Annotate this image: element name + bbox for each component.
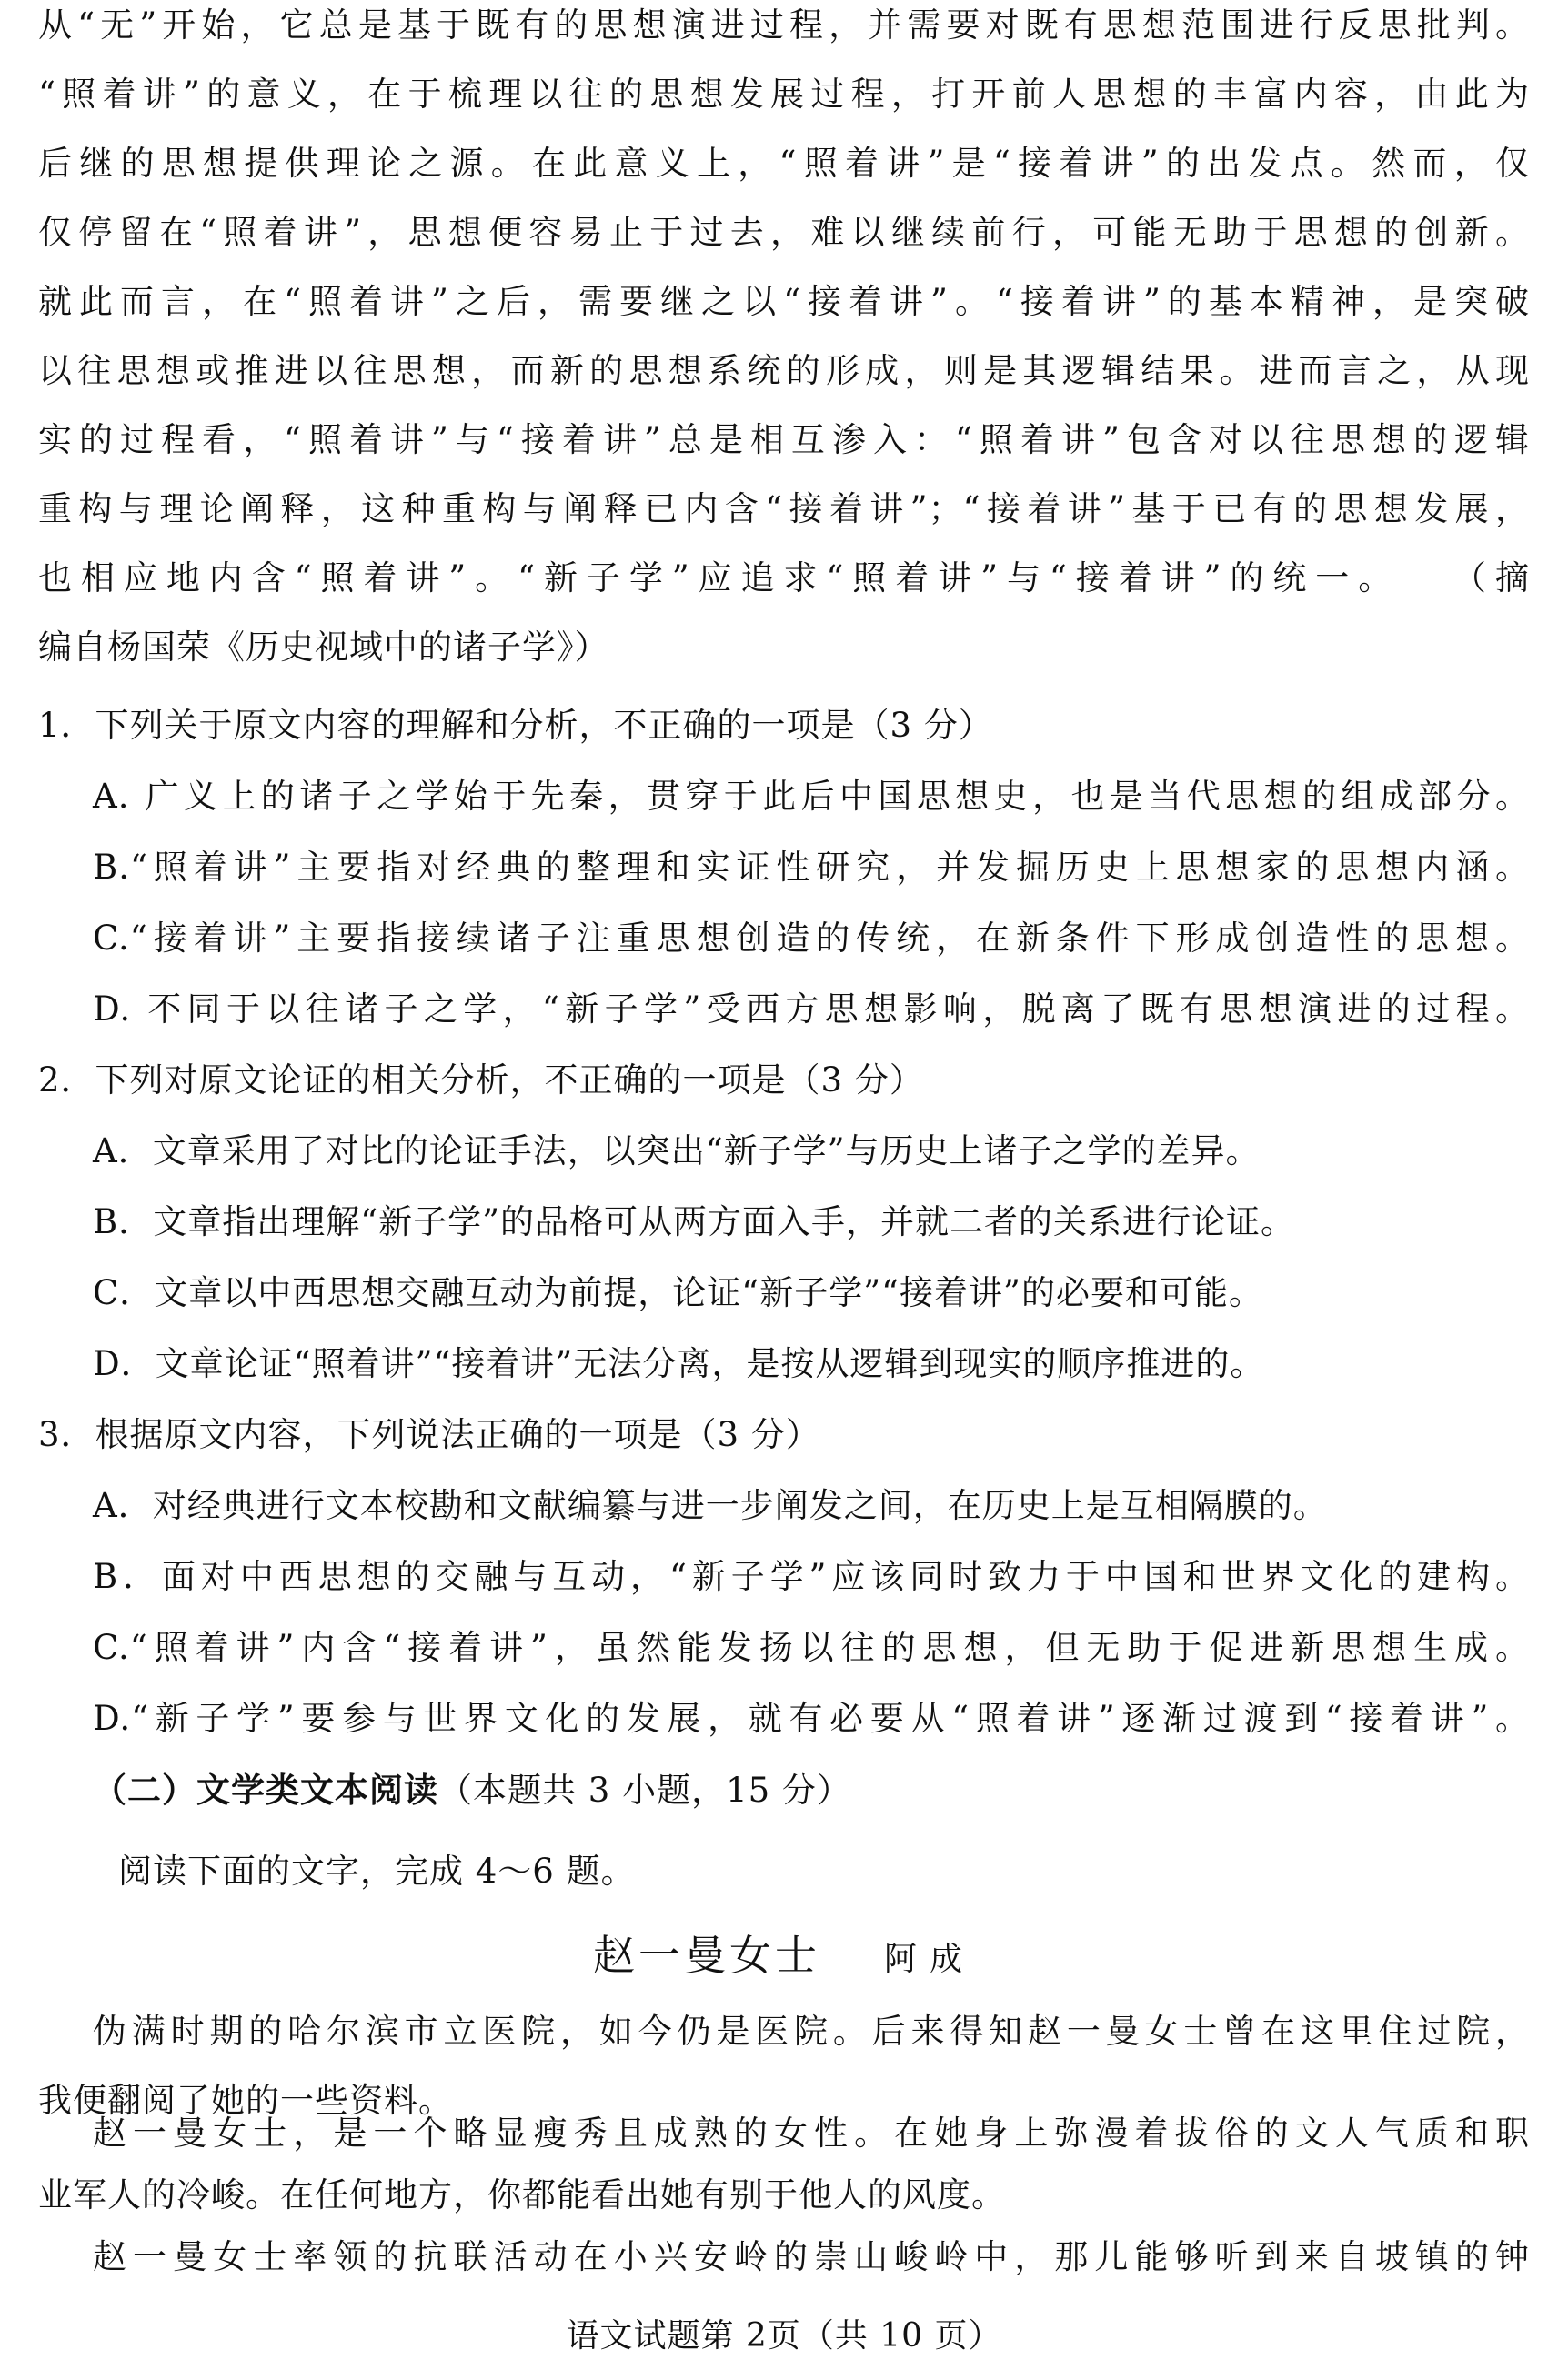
passage-line: 后继的思想提供理论之源。在此意义上，“照着讲”是“接着讲”的出发点。然而，仅	[38, 144, 1530, 183]
story-line: 赵一曼女士率领的抗联活动在小兴安岭的崇山峻岭中，那儿能够听到来自坡镇的钟	[93, 2237, 1530, 2276]
question-2-option-a: A．文章采用了对比的论证手法，以突出“新子学”与历史上诸子之学的差异。	[93, 1131, 1261, 1170]
section-2-instruction: 阅读下面的文字，完成 4～6 题。	[118, 1852, 636, 1891]
question-1-option-b: B.“照着讲”主要指对经典的整理和实证性研究，并发掘历史上思想家的思想内涵。	[93, 848, 1530, 887]
section-2-heading	[93, 1768, 851, 1813]
story-title: 赵一曼女士	[592, 1931, 820, 1980]
section-2-heading-title: （二）文学类文本阅读	[93, 1770, 438, 1810]
passage-line: 也相应地内含“照着讲”。“新子学”应追求“照着讲”与“接着讲”的统一。 （摘	[38, 558, 1530, 598]
question-3-option-a: A．对经典进行文本校勘和文献编纂与进一步阐发之间，在历史上是互相隔膜的。	[93, 1486, 1328, 1525]
passage-source: 编自杨国荣《历史视域中的诸子学》）	[38, 628, 609, 667]
story-line: 业军人的冷峻。在任何地方，你都能看出她有别于他人的风度。	[38, 2175, 1006, 2214]
question-1-stem: 1．下列关于原文内容的理解和分析，不正确的一项是（3 分）	[38, 706, 993, 745]
question-1-option-c: C.“接着讲”主要指接续诸子注重思想创造的传统，在新条件下形成创造性的思想。	[93, 919, 1530, 958]
question-2-option-b: B．文章指出理解“新子学”的品格可从两方面入手，并就二者的关系进行论证。	[93, 1202, 1296, 1241]
question-2-stem: 2．下列对原文论证的相关分析，不正确的一项是（3 分）	[38, 1060, 924, 1100]
exam-page	[38, 0, 1530, 2370]
passage-line: 就此而言，在“照着讲”之后，需要继之以“接着讲”。“接着讲”的基本精神，是突破	[38, 282, 1530, 321]
passage-line: 以往思想或推进以往思想，而新的思想系统的形成，则是其逻辑结果。进而言之，从现	[38, 351, 1530, 390]
question-3-option-d: D.“新子学”要参与世界文化的发展，就有必要从“照着讲”逐渐过渡到“接着讲”。	[93, 1699, 1530, 1738]
story-title-block	[38, 1930, 1530, 1985]
question-3-stem: 3．根据原文内容，下列说法正确的一项是（3 分）	[38, 1415, 820, 1454]
question-1-option-a: A. 广义上的诸子之学始于先秦，贯穿于此后中国思想史，也是当代思想的组成部分。	[93, 777, 1530, 816]
passage-line: 重构与理论阐释，这种重构与阐释已内含“接着讲”；“接着讲”基于已有的思想发展，	[38, 489, 1530, 528]
question-2-option-c: C．文章以中西思想交融互动为前提，论证“新子学”“接着讲”的必要和可能。	[93, 1273, 1263, 1312]
passage-line: 实的过程看，“照着讲”与“接着讲”总是相互渗入：“照着讲”包含对以往思想的逻辑	[38, 420, 1530, 459]
story-line: 赵一曼女士，是一个略显瘦秀且成熟的女性。在她身上弥漫着拔俗的文人气质和职	[93, 2114, 1530, 2153]
passage-line: 仅停留在“照着讲”，思想便容易止于过去，难以继续前行，可能无助于思想的创新。	[38, 213, 1530, 252]
question-3-option-b: B．面对中西思想的交融与互动，“新子学”应该同时致力于中国和世界文化的建构。	[93, 1557, 1530, 1596]
passage-line: 从“无”开始，它总是基于既有的思想演进过程，并需要对既有思想范围进行反思批判。	[38, 5, 1530, 45]
story-author: 阿成	[883, 1941, 975, 1978]
question-1-option-d: D. 不同于以往诸子之学，“新子学”受西方思想影响，脱离了既有思想演进的过程。	[93, 989, 1530, 1029]
story-line: 我便翻阅了她的一些资料。	[38, 2081, 453, 2120]
section-2-heading-note: （本题共 3 小题，15 分）	[438, 1771, 851, 1810]
page-footer: 语文试题第 2页（共 10 页）	[566, 2317, 1002, 2355]
story-line: 伪满时期的哈尔滨市立医院，如今仍是医院。后来得知赵一曼女士曾在这里住过院，	[93, 2012, 1530, 2051]
question-2-option-d: D．文章论证“照着讲”“接着讲”无法分离，是按从逻辑到现实的顺序推进的。	[93, 1344, 1265, 1383]
question-3-option-c: C.“照着讲”内含“接着讲”，虽然能发扬以往的思想，但无助于促进新思想生成。	[93, 1628, 1530, 1667]
passage-line: “照着讲”的意义，在于梳理以往的思想发展过程，打开前人思想的丰富内容，由此为	[38, 75, 1530, 114]
